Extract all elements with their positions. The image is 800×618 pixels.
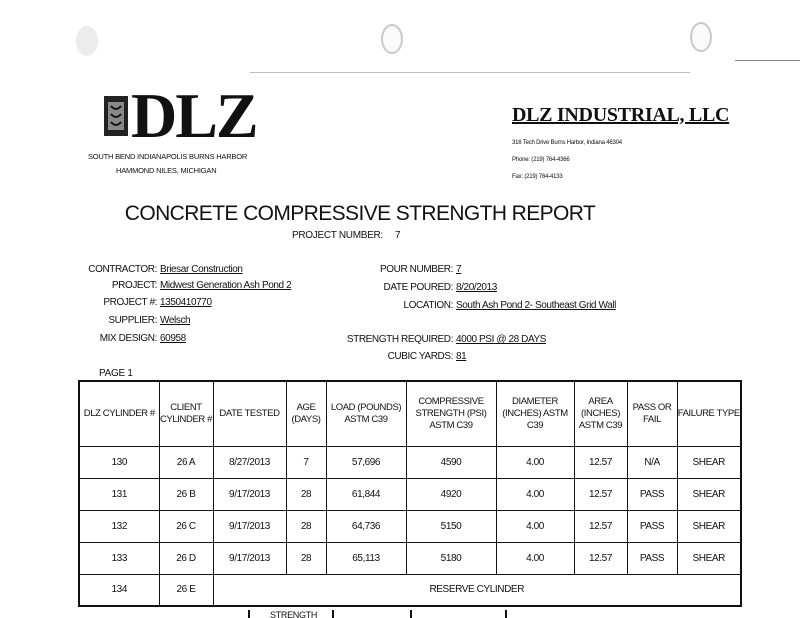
col-header: AGE (DAYS) xyxy=(286,381,326,446)
cell: 28 xyxy=(286,510,326,542)
cell: 64,736 xyxy=(326,510,406,542)
table-header-row xyxy=(79,381,741,446)
cell: 26 A xyxy=(159,446,213,478)
col-header: AREA (INCHES) ASTM C39 xyxy=(574,381,627,446)
cell: 9/17/2013 xyxy=(213,542,286,574)
cell: SHEAR xyxy=(677,446,741,478)
cell: 4.00 xyxy=(496,510,574,542)
cell: 12.57 xyxy=(574,446,627,478)
cell: 4920 xyxy=(406,478,496,510)
pour-number-value: 7 xyxy=(456,264,462,275)
table-fragment-line xyxy=(505,610,507,618)
col-header: CLIENT CYLINDER # xyxy=(159,381,213,446)
cell: 65,113 xyxy=(326,542,406,574)
cell: 9/17/2013 xyxy=(213,478,286,510)
cell: 134 xyxy=(79,574,159,606)
col-header: DLZ CYLINDER # xyxy=(79,381,159,446)
col-header: FAILURE TYPE xyxy=(677,381,741,446)
cell: 4.00 xyxy=(496,542,574,574)
cubic-yards-label: CUBIC YARDS: xyxy=(387,351,453,362)
cell: 26 E xyxy=(159,574,213,606)
col-header: PASS OR FAIL xyxy=(627,381,677,446)
col-header: DATE TESTED xyxy=(213,381,286,446)
supplier-value: Welsch xyxy=(160,315,191,326)
col-header: COMPRESSIVE STRENGTH (PSI) ASTM C39 xyxy=(406,381,496,446)
cell: 12.57 xyxy=(574,478,627,510)
cell: 57,696 xyxy=(326,446,406,478)
company-phone: Phone: (219) 764-4366 xyxy=(512,157,570,163)
company-address: 316 Tech Drive Burns Harbor, Indiana 46304 xyxy=(512,140,622,146)
cell: 8/27/2013 xyxy=(213,446,286,478)
report-title: CONCRETE COMPRESSIVE STRENGTH REPORT xyxy=(124,202,596,225)
cell: 133 xyxy=(79,542,159,574)
cell: 26 D xyxy=(159,542,213,574)
dlz-logo xyxy=(103,80,257,151)
supplier-label: SUPPLIER: xyxy=(108,315,157,326)
office-cities-line1: SOUTH BEND INDIANAPOLIS BURNS HARBOR xyxy=(88,152,248,161)
table-row xyxy=(79,510,741,542)
project-no-label: PROJECT #: xyxy=(103,297,157,308)
table-fragment-text: STRENGTH xyxy=(270,610,318,618)
table-row-reserve xyxy=(79,574,741,606)
cell: 28 xyxy=(286,478,326,510)
logo-emblem-icon xyxy=(103,94,129,138)
col-header: LOAD (POUNDS) ASTM C39 xyxy=(326,381,406,446)
scan-line xyxy=(735,60,800,61)
strength-required-label: STRENGTH REQUIRED: xyxy=(346,334,453,345)
table-row xyxy=(79,478,741,510)
page-label: PAGE 1 xyxy=(99,368,133,379)
company-fax: Fax: (219) 764-4133 xyxy=(512,174,563,180)
cell: 132 xyxy=(79,510,159,542)
cell: SHEAR xyxy=(677,478,741,510)
reserve-note: RESERVE CYLINDER xyxy=(213,574,741,606)
strength-required-value: 4000 PSI @ 28 DAYS xyxy=(456,334,547,345)
location-label: LOCATION: xyxy=(403,300,453,311)
project-number-value: 7 xyxy=(395,230,401,241)
cell: SHEAR xyxy=(677,510,741,542)
table-fragment-line xyxy=(248,610,250,618)
scan-line xyxy=(250,72,690,73)
cell: 28 xyxy=(286,542,326,574)
col-header: DIAMETER (INCHES) ASTM C39 xyxy=(496,381,574,446)
contractor-value: Briesar Construction xyxy=(160,264,243,275)
office-cities-line2: HAMMOND NILES, MICHIGAN xyxy=(116,166,217,175)
pour-number-label: POUR NUMBER: xyxy=(380,264,453,275)
project-label: PROJECT: xyxy=(111,280,157,291)
table-fragment-line xyxy=(332,610,334,618)
table-row xyxy=(79,542,741,574)
cell: 5180 xyxy=(406,542,496,574)
project-no-value: 1350410770 xyxy=(160,297,212,308)
results-table xyxy=(78,380,742,607)
company-name: DLZ INDUSTRIAL, LLC xyxy=(512,104,730,126)
mix-design-label: MIX DESIGN: xyxy=(99,333,157,344)
cell: N/A xyxy=(627,446,677,478)
contractor-label: CONTRACTOR: xyxy=(88,264,157,275)
cell: 130 xyxy=(79,446,159,478)
cell: 12.57 xyxy=(574,542,627,574)
cell: 26 B xyxy=(159,478,213,510)
cell: PASS xyxy=(627,478,677,510)
location-value: South Ash Pond 2- Southeast Grid Wall xyxy=(456,300,616,311)
cell: 61,844 xyxy=(326,478,406,510)
cell: PASS xyxy=(627,510,677,542)
date-poured-label: DATE POURED: xyxy=(383,282,453,293)
cell: 4.00 xyxy=(496,446,574,478)
cell: PASS xyxy=(627,542,677,574)
project-value: Midwest Generation Ash Pond 2 xyxy=(160,280,292,291)
binder-hole xyxy=(690,22,712,52)
mix-design-value: 60958 xyxy=(160,333,186,344)
cell: 4.00 xyxy=(496,478,574,510)
cell: 26 C xyxy=(159,510,213,542)
project-number-label: PROJECT NUMBER: xyxy=(292,230,383,241)
cell: 12.57 xyxy=(574,510,627,542)
cell: 131 xyxy=(79,478,159,510)
cell: 9/17/2013 xyxy=(213,510,286,542)
table-fragment-line xyxy=(410,610,412,618)
binder-hole xyxy=(76,26,98,56)
logo-text: DLZ xyxy=(131,80,257,151)
cell: 5150 xyxy=(406,510,496,542)
binder-hole xyxy=(381,24,403,54)
date-poured-value: 8/20/2013 xyxy=(456,282,497,293)
table-row xyxy=(79,446,741,478)
cell: SHEAR xyxy=(677,542,741,574)
cubic-yards-value: 81 xyxy=(456,351,467,362)
cell: 4590 xyxy=(406,446,496,478)
cell: 7 xyxy=(286,446,326,478)
